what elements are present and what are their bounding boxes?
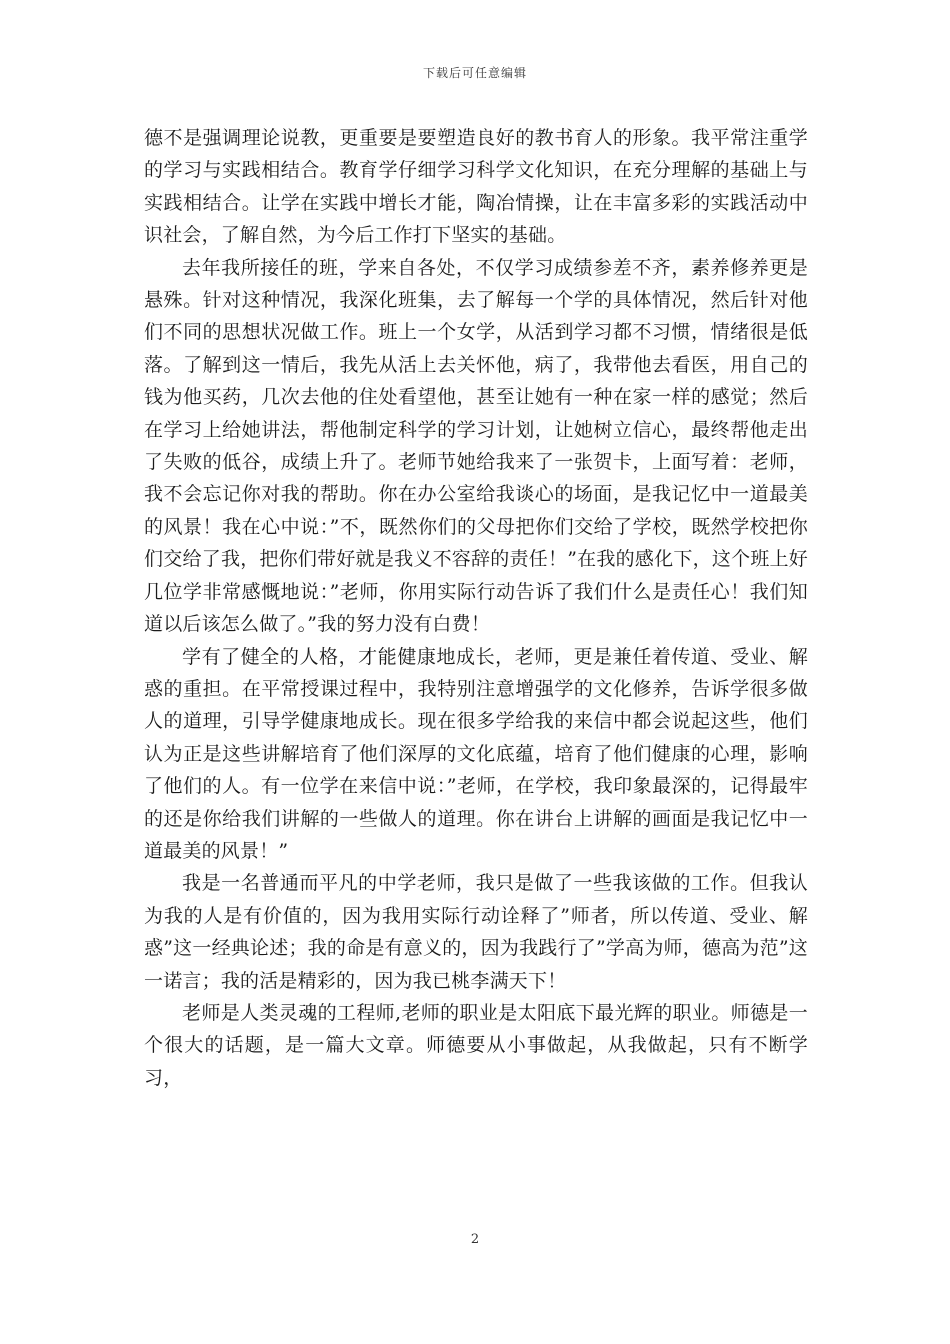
body-text — [144, 122, 808, 1094]
page-header: 下载后可任意编辑 — [422, 66, 527, 80]
paragraph: 老师是人类灵魂的工程师,老师的职业是太阳底下最光辉的职业。师德是一个很大的话题，是一篇大文章。师德要从小事做起，从我做起，只有不断学习， — [144, 1001, 808, 1089]
paragraph: 我是一名普通而平凡的中学老师，我只是做了一些我该做的工作。但我认为我的人是有价值的，因为我用实际行动诠释了”师者，所以传道、受业、解惑”这一经典论述；我的命是有意义的，因为我践行了”学高为师，德高为范”这一诺言；我的活是精彩的，因为我已桃李满天下！ — [144, 872, 808, 992]
page-number: 2 — [470, 1232, 480, 1247]
paragraph: 德不是强调理论说教，更重要是要塑造良好的教书育人的形象。我平常注重学的学习与实践相结合。教育学仔细学习科学文化知识，在充分理解的基础上与实践相结合。让学在实践中增长才能，陶冶情操，让在丰富多彩的实践活动中识社会，了解自然，为今后工作打下坚实的基础。 — [144, 127, 808, 247]
paragraph: 去年我所接任的班，学来自各处，不仅学习成绩参差不齐，素养修养更是悬殊。针对这种情况，我深化班集，去了解每一个学的具体情况，然后针对他们不同的思想状况做工作。班上一个女学，从活到学习都不习惯，情绪很是低落。了解到这一情后，我先从活上去关怀他，病了，我带他去看医，用自己的钱为他买药，几次去他的住处看望他，甚至让她有一种在家一样的感觉；然后在学习上给她讲法，帮他制定科学的学习计划，让她树立信心，最终帮他走出了失败的低谷，成绩上升了。老师节她给我来了一张贺卡，上面写着：老师，我不会忘记你对我的帮助。你在办公室给我谈心的场面，是我记忆中一道最美的风景！我在心中说：”不，既然你们的父母把你们交给了学校，既然学校把你们交给了我，把你们带好就是我义不容辞的责任！”在我的感化下，这个班上好几位学非常感慨地说：”老师，你用实际行动告诉了我们什么是责任心！我们知道以后该怎么做了。”我的努力没有白费！ — [144, 256, 808, 636]
paragraph: 学有了健全的人格，才能健康地成长，老师，更是兼任着传道、受业、解惑的重担。在平常授课过程中，我特别注意增强学的文化修养，告诉学很多做人的道理，引导学健康地成长。现在很多学给我的来信中都会说起这些，他们认为正是这些讲解培育了他们深厚的文化底蕴，培育了他们健康的心理，影响了他们的人。有一位学在来信中说：”老师，在学校，我印象最深的，记得最牢的还是你给我们讲解的一些做人的道理。你在讲台上讲解的画面是我记忆中一道最美的风景！” — [144, 645, 808, 862]
